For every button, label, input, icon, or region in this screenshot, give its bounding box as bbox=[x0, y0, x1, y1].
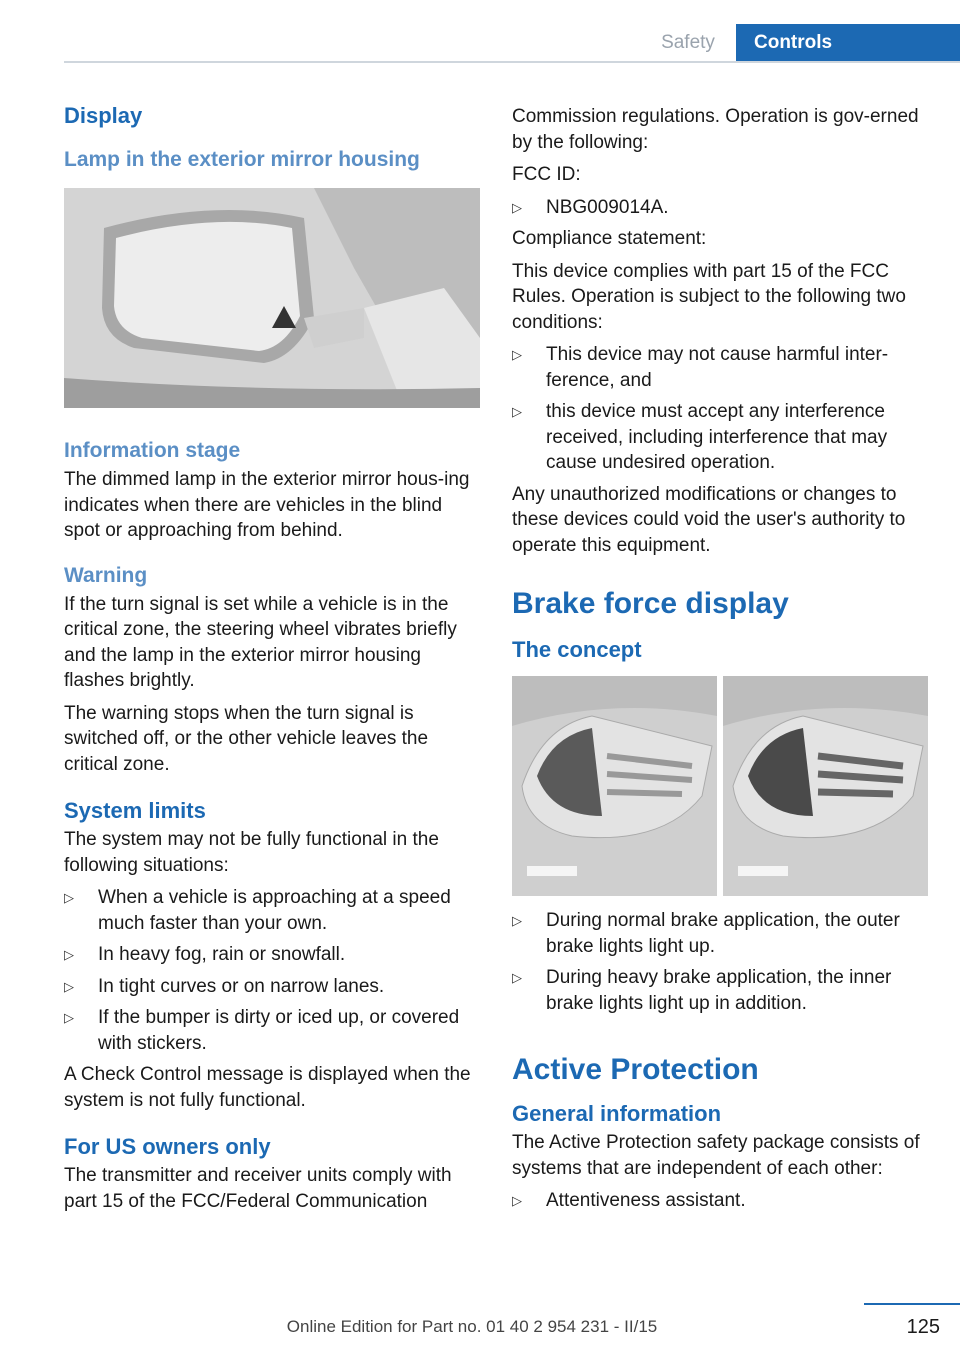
bullet-icon: ▷ bbox=[64, 978, 74, 994]
list-item: ▷ NBG009014A. bbox=[512, 195, 928, 221]
us-owners-text: The transmitter and receiver units comply with part 15 of the FCC/Federal Communication bbox=[64, 1165, 452, 1212]
bullet-icon: ▷ bbox=[512, 404, 522, 419]
info-text: The dimmed lamp in the exterior mirror hous-ing indicates when there are vehicles in the blind spot or approaching from behind. bbox=[64, 469, 470, 541]
brake-light-heavy-illustration bbox=[723, 676, 928, 896]
conditions-list bbox=[512, 342, 928, 476]
list-item: ▷ When a vehicle is approaching at a speed much faster than your own. bbox=[64, 887, 451, 934]
unauthorized-text: Any unauthorized modifications or changes to these devices could void the user's authority to operate this equipment. bbox=[512, 483, 906, 556]
lamp-heading: Lamp in the exterior mirror housing bbox=[64, 148, 420, 171]
limits-intro: The system may not be fully functional in the following situations: bbox=[64, 829, 439, 876]
concept-heading: The concept bbox=[512, 637, 642, 662]
bullet-icon: ▷ bbox=[512, 913, 522, 928]
list-item: ▷ If the bumper is dirty or iced up, or covered with stickers. bbox=[64, 1007, 460, 1054]
limits-list bbox=[64, 885, 480, 1056]
compliance-text: This device complies with part 15 of the FCC Rules. Operation is subject to the following two conditions: bbox=[512, 260, 906, 333]
active-list bbox=[512, 1188, 928, 1214]
display-heading: Display bbox=[64, 103, 143, 128]
bullet-icon: ▷ bbox=[512, 347, 522, 362]
bullet-icon: ▷ bbox=[512, 1193, 522, 1208]
brake-light-normal-illustration bbox=[512, 676, 717, 896]
bullet-icon: ▷ bbox=[512, 199, 522, 215]
brake-list bbox=[512, 908, 928, 1016]
bullet-icon: ▷ bbox=[64, 947, 74, 962]
fcc-id-label: FCC ID: bbox=[512, 164, 581, 185]
active-protection-heading: Active Protection bbox=[512, 1053, 759, 1086]
right-column bbox=[512, 100, 928, 1220]
general-info-text: The Active Protection safety package consists of systems that are independent of each other: bbox=[512, 1132, 920, 1179]
page-number: 125 bbox=[906, 1316, 940, 1338]
header-tabs bbox=[640, 24, 960, 62]
limits-heading: System limits bbox=[64, 798, 206, 823]
list-item: ▷ During normal brake application, the outer brake lights light up. bbox=[512, 910, 900, 957]
edition-footer: Online Edition for Part no. 01 40 2 954 231 - II/15 bbox=[286, 1317, 658, 1336]
compliance-label: Compliance statement: bbox=[512, 228, 707, 249]
mirror-image bbox=[64, 188, 480, 408]
general-info-heading: General information bbox=[512, 1101, 722, 1126]
tab-controls[interactable]: Controls bbox=[736, 24, 960, 62]
list-item: ▷ Attentiveness assistant. bbox=[512, 1188, 928, 1214]
warning-text-2: The warning stops when the turn signal is switched off, or the other vehicle leaves the critical zone. bbox=[64, 702, 429, 775]
fcc-continued-text: Commission regulations. Operation is gov-erned by the following: bbox=[512, 106, 919, 153]
bullet-icon: ▷ bbox=[512, 970, 522, 985]
bullet-icon: ▷ bbox=[64, 890, 74, 905]
check-control-text: A Check Control message is displayed when the system is not fully functional. bbox=[64, 1064, 471, 1111]
footer-rule bbox=[864, 1303, 960, 1305]
list-item: ▷ During heavy brake application, the inner brake lights light up in addition. bbox=[512, 967, 892, 1014]
bullet-icon: ▷ bbox=[64, 1010, 74, 1025]
info-heading: Information stage bbox=[64, 439, 241, 462]
fcc-id-list bbox=[512, 195, 928, 221]
warning-heading: Warning bbox=[64, 563, 148, 587]
header-rule bbox=[64, 61, 960, 63]
warning-text-1: If the turn signal is set while a vehicle is in the critical zone, the steering wheel vibrates briefly and the lamp in the exterior mirror housing flashes brightly. bbox=[64, 593, 457, 691]
brake-lights-image bbox=[512, 676, 928, 896]
list-item: ▷ In tight curves or on narrow lanes. bbox=[64, 974, 480, 1000]
brake-force-heading: Brake force display bbox=[512, 587, 789, 620]
us-owners-heading: For US owners only bbox=[64, 1134, 271, 1159]
tab-safety[interactable]: Safety bbox=[661, 32, 715, 53]
list-item: ▷ This device may not cause harmful inter-ference, and bbox=[512, 344, 889, 391]
list-item: ▷ this device must accept any interference received, including interference that may cause undesired operation. bbox=[512, 401, 888, 473]
mirror-illustration bbox=[64, 188, 480, 408]
left-column bbox=[64, 100, 480, 1214]
list-item: ▷ In heavy fog, rain or snowfall. bbox=[64, 942, 480, 968]
